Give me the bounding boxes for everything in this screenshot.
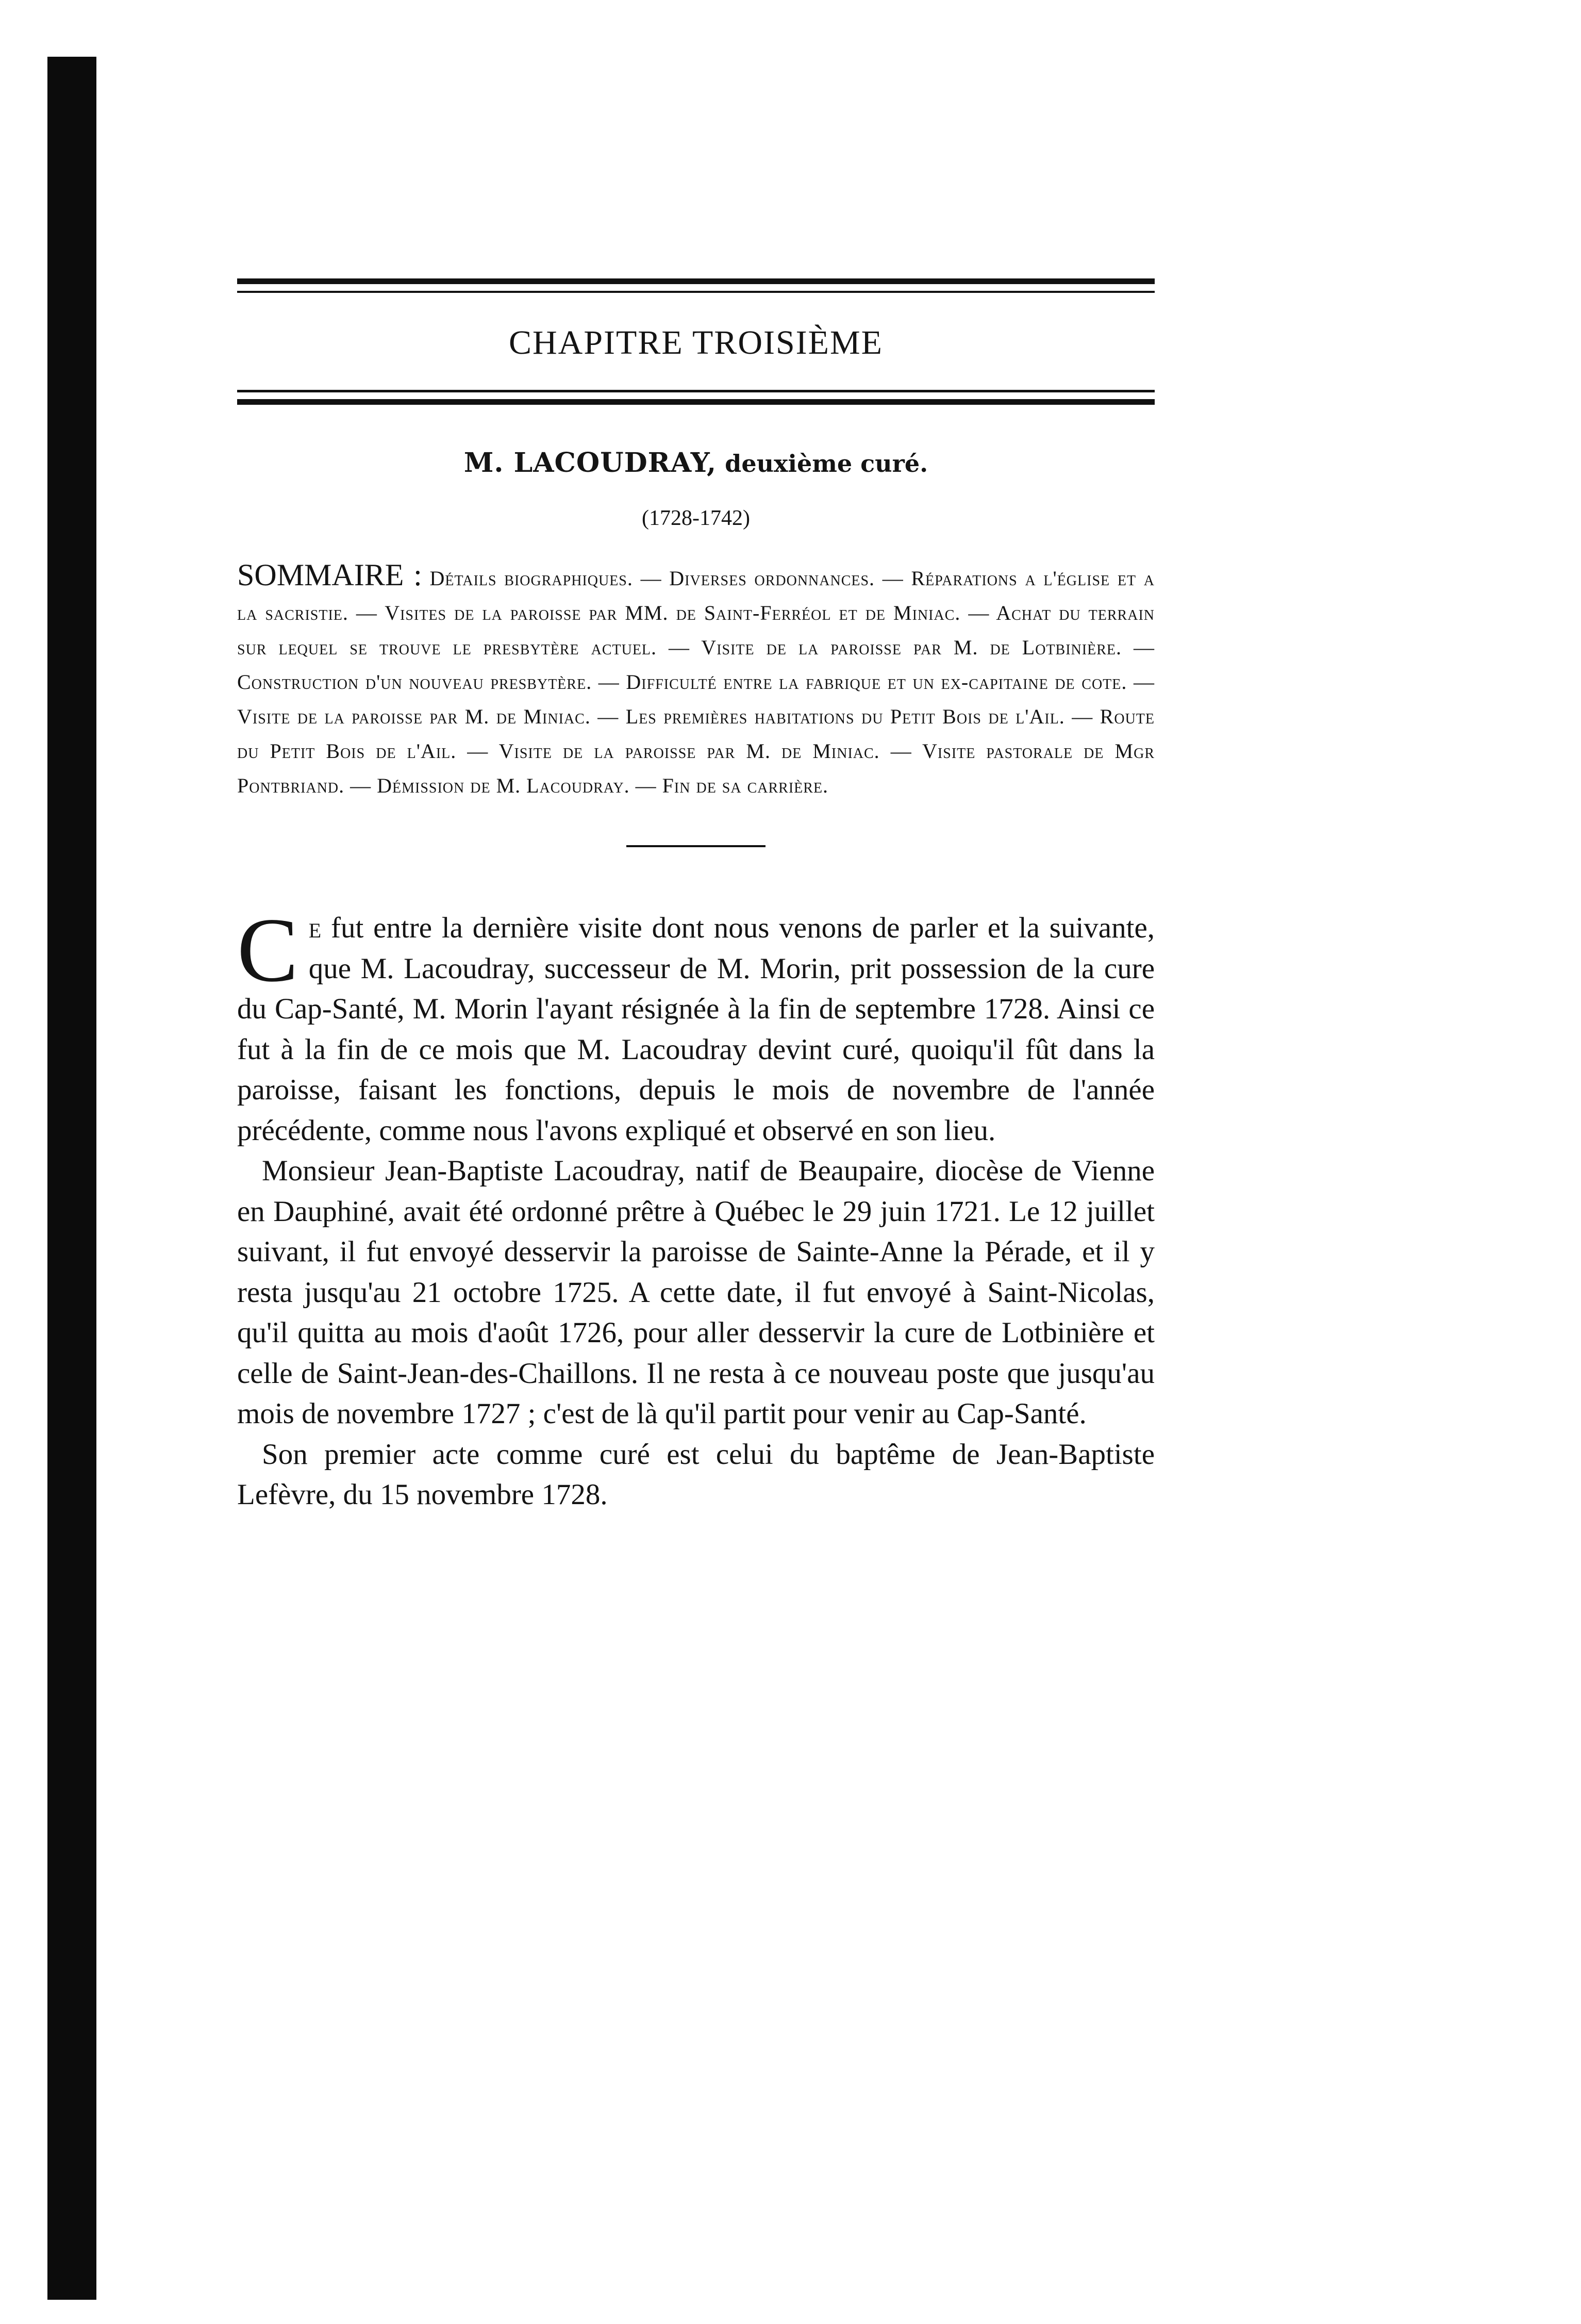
paragraph-3: Son premier acte comme curé est celui du baptême de Jean-Baptiste Lefèvre, du 15 novembre 1728. — [237, 1438, 1155, 1511]
section-heading — [237, 447, 1155, 479]
drop-cap: C — [237, 899, 298, 1001]
chapter-summary — [237, 558, 1155, 803]
chapter-body — [237, 899, 1155, 1515]
paragraph-2: Monsieur Jean-Baptiste Lacoudray, natif de Beaupaire, diocèse de Vienne en Dauphiné, avait été ordonné prêtre à Québec le 29 juin 1721. Le 12 juillet suivant, il fut envoyé desservir la paroisse de Sainte-Anne la Pérade, et il y resta jusqu'au 21 octobre 1725. A cette date, il fut envoyé à Saint-Nicolas, qu'il quitta au mois d'août 1726, pour aller desservir la cure de Lotbinière et celle de Saint-Jean-des-Chaillons. Il ne resta à ce nouveau poste que jusqu'au mois de novembre 1727 ; c'est de là qu'il partit pour venir au Cap-Santé. — [237, 1155, 1155, 1430]
priest-name: M. LACOUDRAY, — [463, 447, 717, 479]
tenure-dates: (1728-1742) — [642, 506, 750, 530]
paragraph-1 — [237, 899, 1155, 1151]
summary-label: SOMMAIRE : — [237, 558, 422, 592]
top-double-rule — [237, 278, 1155, 296]
section-separator — [626, 845, 765, 847]
chapter-title: CHAPITRE TROISIÈME — [509, 324, 883, 361]
first-word: e — [308, 912, 322, 944]
binding-edge — [47, 57, 96, 2300]
book-page — [237, 278, 1155, 1515]
bottom-double-rule — [237, 390, 1155, 407]
priest-role: deuxième curé. — [725, 450, 928, 477]
summary-text: Détails biographiques. — Diverses ordonnances. — Réparations a l'église et a la sacristie. — Visites de la paroisse par MM. de Saint-Ferréol et de Miniac. — Achat du terrain sur lequel se trouve le presbytère actuel. — Visite de la paroisse par M. de Lotbinière. — Construction d'un nouveau presbytère. — Difficulté entre la fabrique et un ex-capitaine de cote. — Visite de la paroisse par M. de Miniac. — Les premières habitations du Petit Bois de l'Ail. — Route du Petit Bois de l'Ail. — Visite de la paroisse par M. de Miniac. — Visite pastorale de Mgr Pontbriand. — Démission de M. Lacoudray. — Fin de sa carrière. — [237, 567, 1155, 797]
paragraph-1-text: fut entre la dernière visite dont nous venons de parler et la suivante, que M. Lacoudray, successeur de M. Morin, prit possession de la cure du Cap-Santé, M. Morin l'ayant résignée à la fin de septembre 1728. Ainsi ce fut à la fin de ce mois que M. Lacoudray devint curé, quoiqu'il fût dans la paroisse, faisant les fonctions, depuis le mois de novembre de l'année précédente, comme nous l'avons expliqué et observé en son lieu. — [237, 912, 1155, 1147]
